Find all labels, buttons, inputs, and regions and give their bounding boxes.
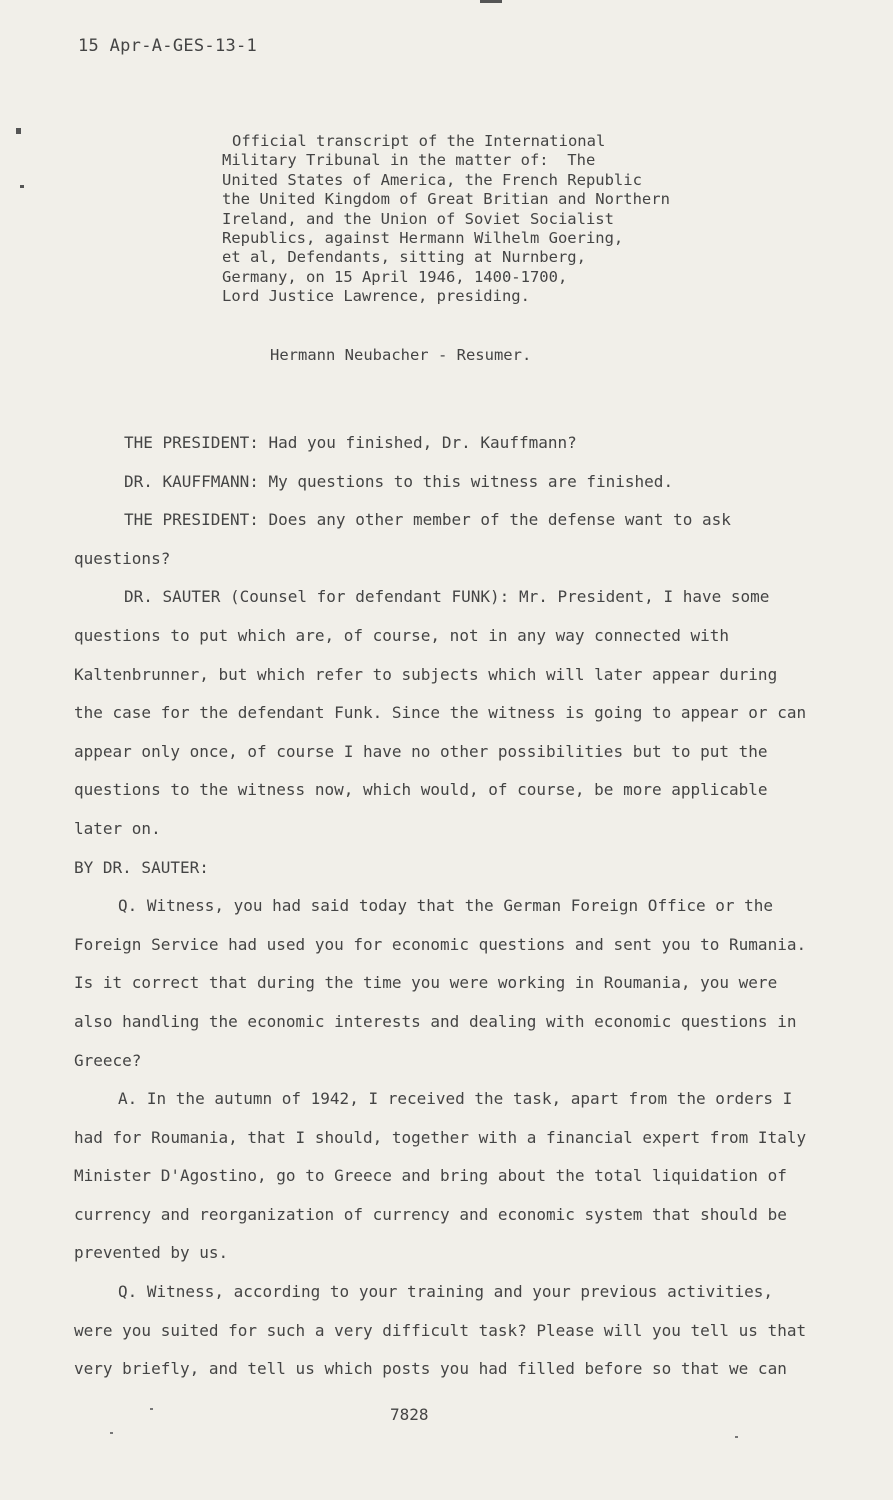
paragraph: DR. KAUFFMANN: My questions to this witness are finished. [124, 471, 674, 491]
paragraph: THE PRESIDENT: Does any other member of the defense want to ask questions? [74, 510, 731, 568]
paragraph: Q. Witness, you had said today that the German Foreign Office or the Foreign Service had used you for economic questions and sent you to Rumania. Is it correct that during the time you were working in Roumania, you were also handling the economic interests and dealing with economic questions in Greece? [74, 896, 807, 1070]
heading-line: et al, Defendants, sitting at Nurnberg, [222, 248, 586, 267]
paragraph: Q. Witness, according to your training and your previous activities, were you suited for such a very difficult task? Please will you tell us that very briefly, and tell us which posts you had filled before so that we can [74, 1282, 807, 1379]
witness-subtitle: Hermann Neubacher - Resumer. [270, 346, 532, 364]
paragraph: A. In the autumn of 1942, I received the task, apart from the orders I had for Roumania, that I should, together with a financial expert from Italy Minister D'Agostino, go to Greece and bring about the total liquidation of currency and reorganization of currency and economic system that should be prevented by us. [74, 1089, 807, 1263]
margin-mark [16, 128, 21, 134]
heading-line: Military Tribunal in the matter of: The [222, 151, 596, 170]
heading-line: Ireland, and the Union of Soviet Socialist [222, 209, 614, 228]
paragraph: DR. SAUTER (Counsel for defendant FUNK): Mr. President, I have some questions to put which are, of course, not in any way connected with Kaltenbrunner, but which refer to subjects which will later appear during the case for the defendant Funk. Since the witness is going to appear or can appear only once, of course I have no other possibilities but to put the questions to the witness now, which would, of course, be more applicable later on. [74, 587, 807, 838]
paragraph: THE PRESIDENT: Had you finished, Dr. Kauffmann? [124, 433, 577, 452]
top-edge-mark [480, 0, 502, 3]
paper-speck [735, 1436, 738, 1438]
page-number: 7828 [390, 1405, 429, 1424]
paragraph: BY DR. SAUTER: [74, 857, 209, 877]
heading-line: Republics, against Hermann Wilhelm Goering, [222, 229, 624, 248]
heading-line: United States of America, the French Republic [222, 170, 642, 189]
heading-line: the United Kingdom of Great Britian and Northern [222, 190, 670, 209]
heading-line: Lord Justice Lawrence, presiding. [222, 287, 530, 306]
document-id: 15 Apr-A-GES-13-1 [78, 36, 258, 56]
heading-line: Official transcript of the International [232, 132, 606, 150]
margin-mark [20, 185, 24, 188]
paper-speck [150, 1408, 153, 1410]
transcript-heading [222, 132, 742, 307]
paper-speck [110, 1432, 113, 1434]
transcript-body [74, 424, 814, 1389]
heading-line: Germany, on 15 April 1946, 1400-1700, [222, 267, 568, 286]
